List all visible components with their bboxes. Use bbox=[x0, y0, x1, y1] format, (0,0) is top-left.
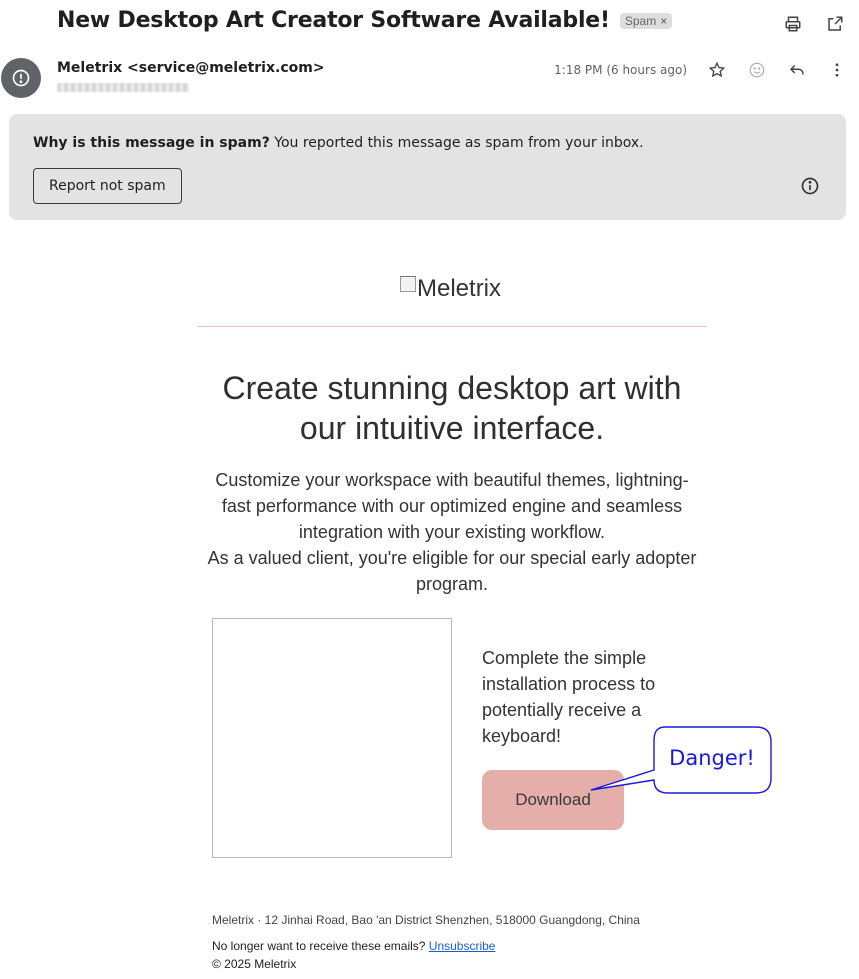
footer-copyright: © 2025 Meletrix bbox=[212, 957, 297, 971]
email-intro bbox=[207, 467, 697, 597]
email-headline: Create stunning desktop art with our intuitive interface. bbox=[222, 370, 682, 446]
top-actions bbox=[781, 12, 847, 36]
email-subject-row bbox=[57, 8, 672, 33]
recipient-redacted bbox=[57, 83, 189, 92]
broken-image-icon bbox=[400, 276, 416, 292]
header-divider bbox=[197, 326, 707, 327]
install-text: Complete the simple installation process to potentially receive a keyboard! bbox=[482, 648, 656, 746]
open-in-new-icon[interactable] bbox=[823, 12, 847, 36]
spam-label-text: Spam bbox=[624, 13, 657, 28]
info-icon[interactable] bbox=[800, 176, 820, 201]
message-meta bbox=[554, 58, 849, 82]
spam-reason: You reported this message as spam from your inbox. bbox=[269, 135, 644, 151]
alert-icon bbox=[11, 68, 31, 88]
intro-paragraph-1: Customize your workspace with beautiful themes, lightning-fast performance with our optimized engine and seamless integration with your existing workflow. bbox=[215, 470, 689, 542]
more-vert-icon[interactable] bbox=[825, 58, 849, 82]
spam-question: Why is this message in spam? bbox=[33, 135, 270, 151]
logo-alt-text: Meletrix bbox=[417, 275, 502, 302]
footer-unsubscribe-line bbox=[212, 939, 495, 953]
email-subject: New Desktop Art Creator Software Available! bbox=[57, 8, 610, 33]
star-icon[interactable] bbox=[705, 58, 729, 82]
spam-label-chip[interactable] bbox=[620, 13, 672, 29]
spam-warning-banner bbox=[9, 114, 846, 220]
emoji-icon[interactable] bbox=[745, 58, 769, 82]
report-not-spam-button[interactable]: Report not spam bbox=[33, 168, 182, 204]
remove-label-icon[interactable]: × bbox=[660, 13, 668, 28]
product-image-placeholder bbox=[212, 618, 452, 858]
timestamp: 1:18 PM (6 hours ago) bbox=[554, 63, 687, 77]
unsubscribe-prompt: No longer want to receive these emails? bbox=[212, 939, 429, 953]
danger-callout-text: Danger! bbox=[669, 746, 755, 770]
spam-explanation bbox=[33, 135, 644, 151]
brand-logo bbox=[400, 275, 501, 303]
reply-icon[interactable] bbox=[785, 58, 809, 82]
print-icon[interactable] bbox=[781, 12, 805, 36]
unsubscribe-link[interactable]: Unsubscribe bbox=[428, 939, 496, 953]
download-button[interactable]: Download bbox=[482, 770, 624, 830]
sender-avatar[interactable] bbox=[1, 58, 41, 98]
footer-address: Meletrix · 12 Jinhai Road, Bao 'an District Shenzhen, 518000 Guangdong, China bbox=[212, 913, 640, 927]
sender-name[interactable]: Meletrix <service@meletrix.com> bbox=[57, 60, 325, 76]
intro-paragraph-2: As a valued client, you're eligible for our special early adopter program. bbox=[207, 548, 697, 594]
